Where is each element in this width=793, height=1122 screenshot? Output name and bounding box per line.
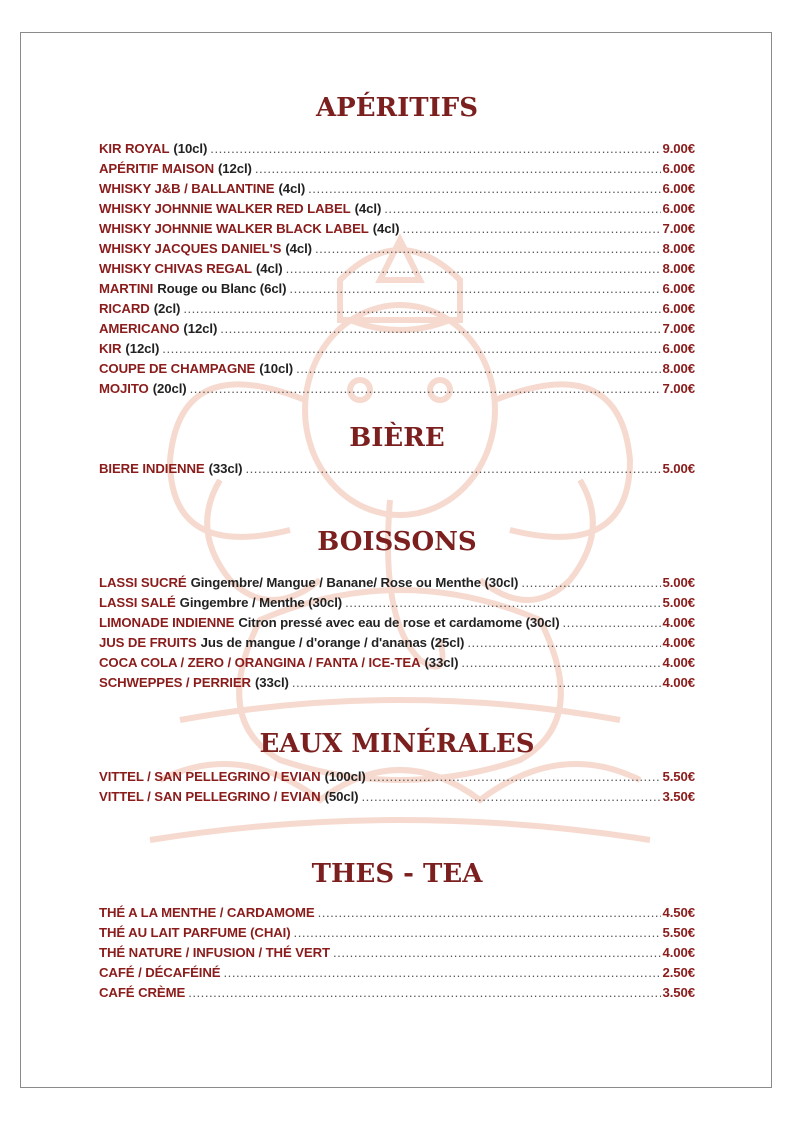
section-title: APÉRITIFS: [315, 93, 479, 123]
item-name: CAFÉ CRÈME: [99, 985, 186, 1000]
menu-item: [99, 456, 695, 476]
item-name: RICARD: [99, 301, 150, 316]
dot-leader: [292, 675, 662, 690]
dot-leader: [461, 655, 661, 670]
menu-item: [99, 900, 695, 920]
item-name: WHISKY JACQUES DANIEL'S: [99, 241, 282, 256]
menu-item: [99, 356, 695, 376]
item-name: WHISKY CHIVAS REGAL: [99, 261, 252, 276]
menu-item: [99, 376, 695, 396]
item-name: VITTEL / SAN PELLEGRINO / EVIAN: [99, 769, 321, 784]
dot-leader: [467, 635, 661, 650]
section-title: BOISSONS: [317, 527, 477, 557]
dot-leader: [296, 361, 661, 376]
item-price: 4.00€: [662, 675, 695, 690]
section-title: EAUX MINÉRALES: [259, 729, 535, 759]
item-price: 9.00€: [662, 141, 695, 156]
item-name: MARTINI: [99, 281, 154, 296]
menu-item: [99, 940, 695, 960]
item-price: 5.00€: [662, 461, 695, 476]
item-price: 7.00€: [662, 381, 695, 396]
section-biere: [99, 422, 695, 476]
menu-item: [99, 336, 695, 356]
item-price: 4.00€: [662, 635, 695, 650]
dot-leader: [224, 965, 662, 980]
item-name: WHISKY J&B / BALLANTINE: [99, 181, 275, 196]
menu-item: [99, 670, 695, 690]
item-price: 6.00€: [662, 301, 695, 316]
item-name: KIR: [99, 341, 122, 356]
item-detail: (10cl): [259, 361, 294, 376]
item-price: 3.50€: [662, 985, 695, 1000]
item-price: 8.00€: [662, 261, 695, 276]
menu-item: [99, 960, 695, 980]
item-name: SCHWEPPES / PERRIER: [99, 675, 251, 690]
dot-leader: [384, 201, 661, 216]
dot-leader: [315, 241, 662, 256]
menu-item: [99, 980, 695, 1000]
item-detail: (12cl): [218, 161, 252, 176]
item-name: JUS DE FRUITS: [99, 635, 197, 650]
item-name: LASSI SALÉ: [99, 595, 176, 610]
dot-leader: [245, 461, 661, 476]
menu-item: [99, 296, 695, 316]
dot-leader: [308, 181, 661, 196]
item-price: 5.50€: [662, 769, 695, 784]
menu-item: [99, 610, 695, 630]
item-detail: (4cl): [372, 221, 400, 236]
item-name: LIMONADE INDIENNE: [99, 615, 235, 630]
item-name: THÉ A LA MENTHE / CARDAMOME: [99, 905, 315, 920]
dot-leader: [294, 925, 662, 940]
item-detail: Gingembre/ Mangue / Banane/ Rose ou Menthe (30cl): [190, 575, 519, 590]
dot-leader: [255, 161, 662, 176]
item-price: 4.00€: [662, 655, 695, 670]
menu-item: [99, 136, 695, 156]
item-detail: (33cl): [424, 655, 459, 670]
item-detail: (4cl): [278, 181, 306, 196]
item-detail: (12cl): [183, 321, 218, 336]
dot-leader: [162, 341, 661, 356]
item-detail: Citron pressé avec eau de rose et cardamome (30cl): [238, 615, 560, 630]
dot-leader: [188, 985, 661, 1000]
item-price: 4.00€: [662, 615, 695, 630]
dot-leader: [289, 281, 661, 296]
item-price: 6.00€: [662, 341, 695, 356]
section-eaux-minerales: [99, 728, 695, 804]
item-name: KIR ROYAL: [99, 141, 170, 156]
item-name: WHISKY JOHNNIE WALKER BLACK LABEL: [99, 221, 369, 236]
item-price: 5.00€: [662, 575, 695, 590]
section-title: BIÈRE: [349, 423, 445, 453]
item-detail: Jus de mangue / d'orange / d'ananas (25cl): [200, 635, 465, 650]
item-detail: (2cl): [153, 301, 181, 316]
item-price: 2.50€: [662, 965, 695, 980]
menu-item: [99, 176, 695, 196]
section-thes-tea: [99, 858, 695, 1000]
item-price: 5.50€: [662, 925, 695, 940]
section-title: THES - TEA: [311, 859, 483, 889]
item-name: VITTEL / SAN PELLEGRINO / EVIAN: [99, 789, 321, 804]
section-aperitifs: [99, 92, 695, 396]
item-price: 6.00€: [662, 281, 695, 296]
dot-leader: [318, 905, 662, 920]
item-detail: (4cl): [255, 261, 283, 276]
item-detail: (33cl): [208, 461, 243, 476]
item-price: 5.00€: [662, 595, 695, 610]
menu-item: [99, 650, 695, 670]
item-name: LASSI SUCRÉ: [99, 575, 187, 590]
menu-item: [99, 630, 695, 650]
item-price: 4.00€: [662, 945, 695, 960]
menu-item: [99, 276, 695, 296]
dot-leader: [361, 789, 661, 804]
menu-item: [99, 590, 695, 610]
item-price: 7.00€: [662, 221, 695, 236]
item-detail: (4cl): [285, 241, 312, 256]
item-price: 6.00€: [662, 201, 695, 216]
item-detail: Rouge ou Blanc (6cl): [157, 281, 287, 296]
item-price: 3.50€: [662, 789, 695, 804]
menu-item: [99, 196, 695, 216]
item-detail: (50cl): [324, 789, 359, 804]
item-name: CAFÉ / DÉCAFÉINÉ: [99, 965, 221, 980]
item-detail: (100cl): [324, 769, 366, 784]
menu-item: [99, 784, 695, 804]
dot-leader: [190, 381, 662, 396]
menu-item: [99, 316, 695, 336]
dot-leader: [286, 261, 662, 276]
dot-leader: [345, 595, 661, 610]
item-detail: (20cl): [152, 381, 187, 396]
menu-item: [99, 156, 695, 176]
item-name: THÉ NATURE / INFUSION / THÉ VERT: [99, 945, 331, 960]
item-name: AMERICANO: [99, 321, 180, 336]
item-detail: (12cl): [125, 341, 160, 356]
item-price: 8.00€: [662, 241, 695, 256]
item-detail: (10cl): [173, 141, 208, 156]
item-name: BIERE INDIENNE: [99, 461, 205, 476]
item-name: APÉRITIF MAISON: [99, 161, 214, 176]
dot-leader: [333, 945, 661, 960]
dot-leader: [563, 615, 662, 630]
dot-leader: [369, 769, 662, 784]
item-detail: (4cl): [354, 201, 382, 216]
item-detail: (33cl): [255, 675, 289, 690]
item-name: MOJITO: [99, 381, 149, 396]
menu-item: [99, 256, 695, 276]
dot-leader: [220, 321, 661, 336]
section-boissons: [99, 526, 695, 690]
item-price: 6.00€: [662, 161, 695, 176]
item-price: 6.00€: [662, 181, 695, 196]
dot-leader: [183, 301, 661, 316]
item-price: 4.50€: [662, 905, 695, 920]
menu-item: [99, 920, 695, 940]
dot-leader: [402, 221, 661, 236]
menu-item: [99, 216, 695, 236]
menu-item: [99, 236, 695, 256]
menu-item: [99, 570, 695, 590]
item-detail: Gingembre / Menthe (30cl): [179, 595, 343, 610]
dot-leader: [210, 141, 661, 156]
item-name: COUPE DE CHAMPAGNE: [99, 361, 256, 376]
item-name: COCA COLA / ZERO / ORANGINA / FANTA / ICE-TEA: [99, 655, 421, 670]
menu-item: [99, 764, 695, 784]
item-price: 8.00€: [662, 361, 695, 376]
item-price: 7.00€: [662, 321, 695, 336]
item-name: WHISKY JOHNNIE WALKER RED LABEL: [99, 201, 351, 216]
item-name: THÉ AU LAIT PARFUME (CHAI): [99, 925, 291, 940]
dot-leader: [521, 575, 661, 590]
